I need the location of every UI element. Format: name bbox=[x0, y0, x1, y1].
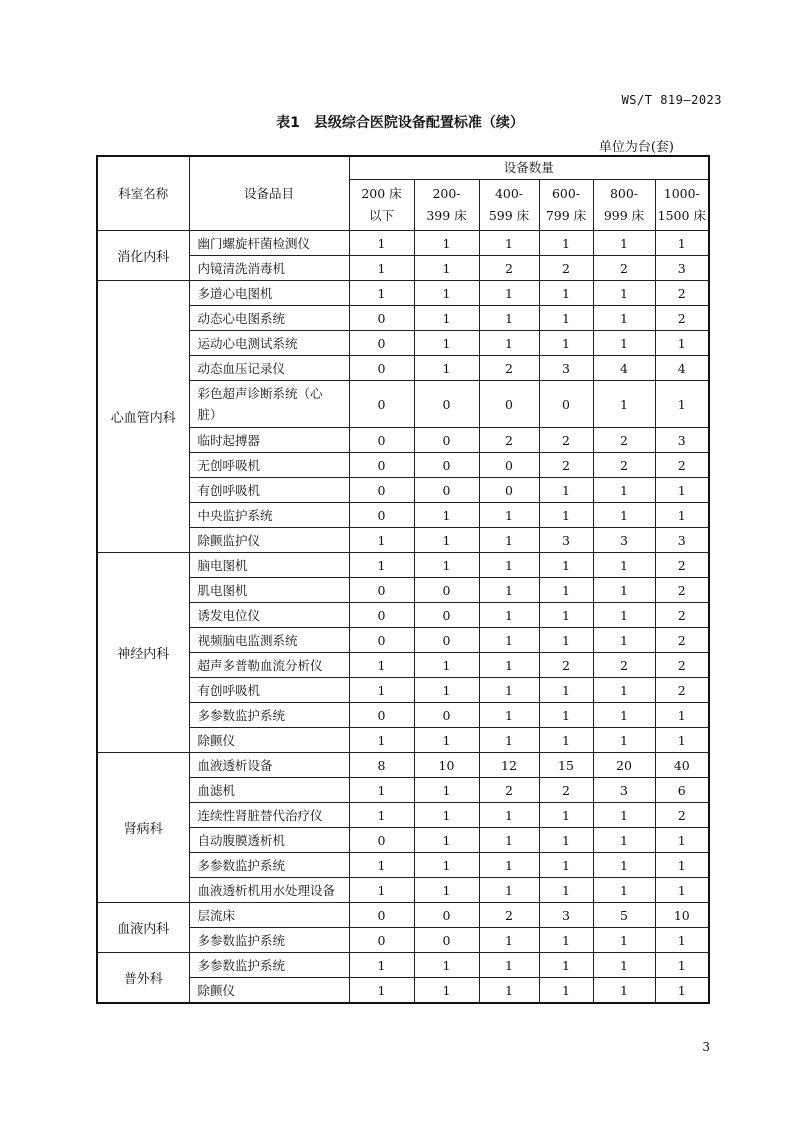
quantity-cell: 1 bbox=[349, 528, 414, 553]
quantity-cell: 3 bbox=[539, 356, 593, 381]
quantity-cell: 1 bbox=[539, 478, 593, 503]
quantity-cell: 5 bbox=[593, 903, 655, 928]
quantity-cell: 1 bbox=[349, 553, 414, 578]
quantity-cell: 6 bbox=[655, 778, 709, 803]
table-header bbox=[97, 156, 709, 231]
quantity-cell: 1 bbox=[414, 828, 479, 853]
equipment-item: 除颤监护仪 bbox=[189, 528, 349, 553]
quantity-cell: 0 bbox=[414, 381, 479, 428]
quantity-cell: 2 bbox=[655, 803, 709, 828]
equipment-item: 中央监护系统 bbox=[189, 503, 349, 528]
quantity-cell: 3 bbox=[593, 528, 655, 553]
equipment-item: 超声多普勒血流分析仪 bbox=[189, 653, 349, 678]
quantity-cell: 1 bbox=[479, 828, 539, 853]
table-row bbox=[97, 356, 709, 381]
quantity-cell: 1 bbox=[349, 256, 414, 281]
quantity-cell: 2 bbox=[655, 306, 709, 331]
quantity-cell: 1 bbox=[593, 628, 655, 653]
quantity-cell: 2 bbox=[655, 578, 709, 603]
quantity-cell: 2 bbox=[655, 603, 709, 628]
department-name: 肾病科 bbox=[97, 753, 189, 903]
table-row bbox=[97, 678, 709, 703]
table-row bbox=[97, 828, 709, 853]
quantity-cell: 3 bbox=[655, 528, 709, 553]
header-bed-col: 200- 399 床 bbox=[414, 180, 479, 231]
quantity-cell: 40 bbox=[655, 753, 709, 778]
table-row bbox=[97, 953, 709, 978]
table-row bbox=[97, 428, 709, 453]
table-row bbox=[97, 853, 709, 878]
quantity-cell: 1 bbox=[479, 878, 539, 903]
quantity-cell: 8 bbox=[349, 753, 414, 778]
quantity-cell: 15 bbox=[539, 753, 593, 778]
equipment-table bbox=[96, 155, 710, 1004]
quantity-cell: 2 bbox=[655, 653, 709, 678]
quantity-cell: 2 bbox=[479, 428, 539, 453]
quantity-cell: 1 bbox=[593, 928, 655, 953]
quantity-cell: 0 bbox=[349, 703, 414, 728]
quantity-cell: 1 bbox=[479, 703, 539, 728]
table-row bbox=[97, 331, 709, 356]
quantity-cell: 1 bbox=[414, 281, 479, 306]
quantity-cell: 1 bbox=[655, 853, 709, 878]
quantity-cell: 1 bbox=[655, 878, 709, 903]
table-row bbox=[97, 503, 709, 528]
quantity-cell: 1 bbox=[414, 256, 479, 281]
quantity-cell: 1 bbox=[414, 653, 479, 678]
quantity-cell: 2 bbox=[479, 778, 539, 803]
quantity-cell: 1 bbox=[655, 478, 709, 503]
header-bed-col: 200 床 以下 bbox=[349, 180, 414, 231]
quantity-cell: 1 bbox=[593, 578, 655, 603]
quantity-cell: 1 bbox=[593, 853, 655, 878]
quantity-cell: 0 bbox=[349, 603, 414, 628]
quantity-cell: 1 bbox=[655, 728, 709, 753]
quantity-cell: 1 bbox=[539, 878, 593, 903]
equipment-item: 诱发电位仪 bbox=[189, 603, 349, 628]
quantity-cell: 1 bbox=[655, 828, 709, 853]
quantity-cell: 1 bbox=[539, 703, 593, 728]
equipment-item: 彩色超声诊断系统（心 脏） bbox=[189, 381, 349, 428]
quantity-cell: 1 bbox=[539, 678, 593, 703]
equipment-item: 血液透析设备 bbox=[189, 753, 349, 778]
quantity-cell: 0 bbox=[349, 628, 414, 653]
quantity-cell: 1 bbox=[414, 503, 479, 528]
header-dept: 科室名称 bbox=[97, 156, 189, 231]
quantity-cell: 1 bbox=[539, 331, 593, 356]
header-bed-col: 800- 999 床 bbox=[593, 180, 655, 231]
quantity-cell: 1 bbox=[539, 503, 593, 528]
equipment-item: 多道心电图机 bbox=[189, 281, 349, 306]
quantity-cell: 0 bbox=[349, 478, 414, 503]
quantity-cell: 0 bbox=[349, 381, 414, 428]
quantity-cell: 1 bbox=[655, 953, 709, 978]
quantity-cell: 1 bbox=[539, 603, 593, 628]
table-row bbox=[97, 381, 709, 428]
table-row bbox=[97, 753, 709, 778]
quantity-cell: 1 bbox=[593, 878, 655, 903]
quantity-cell: 0 bbox=[414, 478, 479, 503]
quantity-cell: 1 bbox=[539, 928, 593, 953]
table-row bbox=[97, 978, 709, 1004]
quantity-cell: 1 bbox=[655, 503, 709, 528]
quantity-cell: 1 bbox=[479, 853, 539, 878]
quantity-cell: 0 bbox=[349, 306, 414, 331]
quantity-cell: 1 bbox=[593, 978, 655, 1004]
department-name: 神经内科 bbox=[97, 553, 189, 753]
quantity-cell: 1 bbox=[349, 678, 414, 703]
quantity-cell: 1 bbox=[539, 628, 593, 653]
quantity-cell: 3 bbox=[539, 903, 593, 928]
quantity-cell: 1 bbox=[593, 478, 655, 503]
quantity-cell: 1 bbox=[655, 331, 709, 356]
quantity-cell: 1 bbox=[539, 803, 593, 828]
table-row bbox=[97, 231, 709, 256]
quantity-cell: 1 bbox=[479, 578, 539, 603]
page-number: 3 bbox=[702, 1040, 710, 1054]
department-name: 心血管内科 bbox=[97, 281, 189, 553]
quantity-cell: 0 bbox=[414, 928, 479, 953]
equipment-item: 运动心电测试系统 bbox=[189, 331, 349, 356]
quantity-cell: 1 bbox=[539, 553, 593, 578]
quantity-cell: 0 bbox=[539, 381, 593, 428]
equipment-item: 除颤仪 bbox=[189, 728, 349, 753]
quantity-cell: 20 bbox=[593, 753, 655, 778]
quantity-cell: 1 bbox=[414, 331, 479, 356]
quantity-cell: 1 bbox=[414, 231, 479, 256]
equipment-item: 脑电图机 bbox=[189, 553, 349, 578]
quantity-cell: 1 bbox=[539, 306, 593, 331]
quantity-cell: 2 bbox=[539, 256, 593, 281]
quantity-cell: 1 bbox=[539, 828, 593, 853]
quantity-cell: 1 bbox=[479, 803, 539, 828]
quantity-cell: 1 bbox=[593, 703, 655, 728]
quantity-cell: 0 bbox=[349, 828, 414, 853]
quantity-cell: 1 bbox=[539, 231, 593, 256]
quantity-cell: 1 bbox=[593, 306, 655, 331]
table-row bbox=[97, 256, 709, 281]
quantity-cell: 3 bbox=[539, 528, 593, 553]
quantity-cell: 1 bbox=[479, 653, 539, 678]
department-name: 消化内科 bbox=[97, 231, 189, 281]
table-row bbox=[97, 478, 709, 503]
department-name: 血液内科 bbox=[97, 903, 189, 953]
table-title: 表1 县级综合医院设备配置标准（续） bbox=[276, 115, 524, 131]
table-row bbox=[97, 778, 709, 803]
quantity-cell: 4 bbox=[593, 356, 655, 381]
quantity-cell: 2 bbox=[655, 453, 709, 478]
quantity-cell: 0 bbox=[349, 428, 414, 453]
quantity-cell: 1 bbox=[479, 503, 539, 528]
table-row bbox=[97, 628, 709, 653]
table-row bbox=[97, 553, 709, 578]
quantity-cell: 2 bbox=[655, 281, 709, 306]
equipment-item: 多参数监护系统 bbox=[189, 928, 349, 953]
quantity-cell: 1 bbox=[593, 728, 655, 753]
quantity-cell: 1 bbox=[593, 231, 655, 256]
equipment-item: 多参数监护系统 bbox=[189, 853, 349, 878]
quantity-cell: 2 bbox=[593, 653, 655, 678]
quantity-cell: 3 bbox=[655, 428, 709, 453]
quantity-cell: 0 bbox=[414, 578, 479, 603]
quantity-cell: 12 bbox=[479, 753, 539, 778]
table-row bbox=[97, 603, 709, 628]
quantity-cell: 1 bbox=[349, 953, 414, 978]
quantity-cell: 2 bbox=[539, 453, 593, 478]
quantity-cell: 1 bbox=[479, 678, 539, 703]
quantity-cell: 1 bbox=[479, 306, 539, 331]
quantity-cell: 1 bbox=[655, 928, 709, 953]
quantity-cell: 1 bbox=[414, 728, 479, 753]
quantity-cell: 1 bbox=[414, 678, 479, 703]
equipment-item: 多参数监护系统 bbox=[189, 703, 349, 728]
quantity-cell: 1 bbox=[539, 728, 593, 753]
equipment-item: 幽门螺旋杆菌检测仪 bbox=[189, 231, 349, 256]
header-bed-col: 1000- 1500 床 bbox=[655, 180, 709, 231]
quantity-cell: 1 bbox=[539, 978, 593, 1004]
quantity-cell: 1 bbox=[479, 231, 539, 256]
quantity-cell: 2 bbox=[539, 428, 593, 453]
equipment-item: 视频脑电监测系统 bbox=[189, 628, 349, 653]
equipment-item: 多参数监护系统 bbox=[189, 953, 349, 978]
header-item: 设备品目 bbox=[189, 156, 349, 231]
table-body bbox=[97, 231, 709, 1004]
quantity-cell: 1 bbox=[479, 628, 539, 653]
quantity-cell: 2 bbox=[593, 453, 655, 478]
quantity-cell: 1 bbox=[349, 728, 414, 753]
quantity-cell: 0 bbox=[349, 453, 414, 478]
equipment-item: 临时起搏器 bbox=[189, 428, 349, 453]
quantity-cell: 0 bbox=[414, 453, 479, 478]
quantity-cell: 0 bbox=[479, 478, 539, 503]
quantity-cell: 2 bbox=[479, 356, 539, 381]
equipment-item: 连续性肾脏替代治疗仪 bbox=[189, 803, 349, 828]
quantity-cell: 2 bbox=[539, 653, 593, 678]
quantity-cell: 0 bbox=[349, 578, 414, 603]
equipment-item: 血液透析机用水处理设备 bbox=[189, 878, 349, 903]
quantity-cell: 0 bbox=[349, 928, 414, 953]
quantity-cell: 1 bbox=[414, 853, 479, 878]
quantity-cell: 1 bbox=[593, 281, 655, 306]
quantity-cell: 1 bbox=[539, 953, 593, 978]
quantity-cell: 1 bbox=[539, 853, 593, 878]
quantity-cell: 0 bbox=[414, 628, 479, 653]
quantity-cell: 1 bbox=[479, 281, 539, 306]
quantity-cell: 10 bbox=[414, 753, 479, 778]
quantity-cell: 1 bbox=[479, 553, 539, 578]
quantity-cell: 2 bbox=[593, 256, 655, 281]
header-bed-col: 400- 599 床 bbox=[479, 180, 539, 231]
quantity-cell: 1 bbox=[349, 231, 414, 256]
quantity-cell: 1 bbox=[539, 578, 593, 603]
quantity-cell: 1 bbox=[593, 381, 655, 428]
quantity-cell: 1 bbox=[655, 703, 709, 728]
quantity-cell: 1 bbox=[414, 778, 479, 803]
table-row bbox=[97, 803, 709, 828]
quantity-cell: 1 bbox=[349, 281, 414, 306]
table-row bbox=[97, 728, 709, 753]
equipment-item: 无创呼吸机 bbox=[189, 453, 349, 478]
quantity-cell: 1 bbox=[593, 553, 655, 578]
quantity-cell: 1 bbox=[593, 503, 655, 528]
header-bed-col: 600- 799 床 bbox=[539, 180, 593, 231]
quantity-cell: 1 bbox=[479, 978, 539, 1004]
quantity-cell: 1 bbox=[414, 878, 479, 903]
quantity-cell: 1 bbox=[655, 381, 709, 428]
quantity-cell: 0 bbox=[349, 503, 414, 528]
equipment-item: 动态心电图系统 bbox=[189, 306, 349, 331]
quantity-cell: 1 bbox=[349, 878, 414, 903]
quantity-cell: 1 bbox=[479, 953, 539, 978]
quantity-cell: 1 bbox=[349, 853, 414, 878]
quantity-cell: 2 bbox=[593, 428, 655, 453]
table-row bbox=[97, 453, 709, 478]
quantity-cell: 0 bbox=[349, 356, 414, 381]
quantity-cell: 1 bbox=[593, 678, 655, 703]
quantity-cell: 1 bbox=[593, 331, 655, 356]
quantity-cell: 1 bbox=[414, 553, 479, 578]
quantity-cell: 1 bbox=[414, 953, 479, 978]
quantity-cell: 3 bbox=[593, 778, 655, 803]
equipment-item: 血滤机 bbox=[189, 778, 349, 803]
quantity-cell: 1 bbox=[414, 978, 479, 1004]
equipment-item: 肌电图机 bbox=[189, 578, 349, 603]
equipment-item: 有创呼吸机 bbox=[189, 478, 349, 503]
equipment-item: 内镜清洗消毒机 bbox=[189, 256, 349, 281]
quantity-cell: 4 bbox=[655, 356, 709, 381]
equipment-item: 除颤仪 bbox=[189, 978, 349, 1004]
quantity-cell: 1 bbox=[479, 728, 539, 753]
quantity-cell: 1 bbox=[479, 331, 539, 356]
quantity-cell: 1 bbox=[655, 978, 709, 1004]
quantity-cell: 1 bbox=[655, 231, 709, 256]
table-row bbox=[97, 903, 709, 928]
quantity-cell: 10 bbox=[655, 903, 709, 928]
unit-note: 单位为台(套) bbox=[598, 140, 674, 155]
department-name: 普外科 bbox=[97, 953, 189, 1004]
quantity-cell: 1 bbox=[414, 356, 479, 381]
quantity-cell: 1 bbox=[593, 803, 655, 828]
quantity-cell: 1 bbox=[414, 803, 479, 828]
table-row bbox=[97, 928, 709, 953]
quantity-cell: 2 bbox=[655, 678, 709, 703]
quantity-cell: 1 bbox=[349, 778, 414, 803]
quantity-cell: 0 bbox=[414, 603, 479, 628]
table-row bbox=[97, 703, 709, 728]
equipment-item: 动态血压记录仪 bbox=[189, 356, 349, 381]
quantity-cell: 1 bbox=[593, 828, 655, 853]
quantity-cell: 0 bbox=[414, 903, 479, 928]
table-row bbox=[97, 653, 709, 678]
quantity-cell: 0 bbox=[349, 331, 414, 356]
quantity-cell: 2 bbox=[479, 903, 539, 928]
quantity-cell: 0 bbox=[414, 428, 479, 453]
quantity-cell: 1 bbox=[349, 653, 414, 678]
quantity-cell: 2 bbox=[479, 256, 539, 281]
quantity-cell: 0 bbox=[414, 703, 479, 728]
quantity-cell: 1 bbox=[414, 306, 479, 331]
quantity-cell: 1 bbox=[349, 978, 414, 1004]
quantity-cell: 2 bbox=[539, 778, 593, 803]
quantity-cell: 0 bbox=[479, 453, 539, 478]
quantity-cell: 1 bbox=[593, 953, 655, 978]
equipment-item: 有创呼吸机 bbox=[189, 678, 349, 703]
header-quantity: 设备数量 bbox=[349, 156, 709, 180]
quantity-cell: 1 bbox=[414, 528, 479, 553]
standard-code: WS/T 819—2023 bbox=[621, 93, 722, 107]
quantity-cell: 0 bbox=[479, 381, 539, 428]
quantity-cell: 1 bbox=[479, 528, 539, 553]
quantity-cell: 3 bbox=[655, 256, 709, 281]
quantity-cell: 1 bbox=[479, 603, 539, 628]
table-row bbox=[97, 528, 709, 553]
equipment-item: 自动腹膜透析机 bbox=[189, 828, 349, 853]
quantity-cell: 1 bbox=[349, 803, 414, 828]
quantity-cell: 0 bbox=[349, 903, 414, 928]
quantity-cell: 1 bbox=[593, 603, 655, 628]
table-row bbox=[97, 578, 709, 603]
equipment-item: 层流床 bbox=[189, 903, 349, 928]
quantity-cell: 2 bbox=[655, 628, 709, 653]
quantity-cell: 1 bbox=[539, 281, 593, 306]
table-row bbox=[97, 878, 709, 903]
quantity-cell: 2 bbox=[655, 553, 709, 578]
table-row bbox=[97, 281, 709, 306]
quantity-cell: 1 bbox=[479, 928, 539, 953]
table-row bbox=[97, 306, 709, 331]
